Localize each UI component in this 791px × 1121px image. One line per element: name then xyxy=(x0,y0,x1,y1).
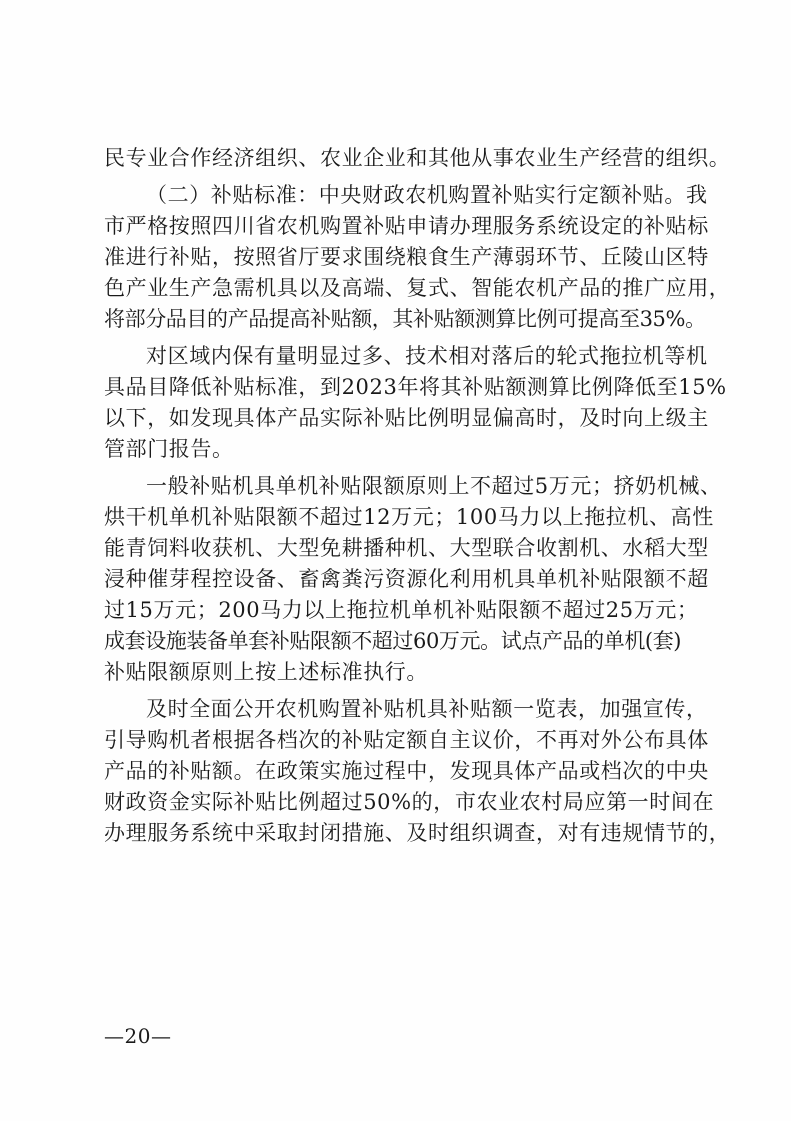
text-line: 产品的补贴额。在政策实施过程中，发现具体产品或档次的中央 xyxy=(104,759,709,783)
text-line: 将部分品目的产品提高补贴额，其补贴额测算比例可提高至35%。 xyxy=(104,307,706,331)
paragraph xyxy=(104,471,722,688)
text-line: 能青饲料收获机、大型免耕播种机、大型联合收割机、水稻大型 xyxy=(104,536,709,560)
paragraph xyxy=(104,180,731,335)
body-text xyxy=(104,143,731,849)
text-line: 具品目降低补贴标准，到2023年将其补贴额测算比例降低至15% xyxy=(104,375,727,399)
text-line: 财政资金实际补贴比例超过50%的，市农业农村局应第一时间在 xyxy=(104,790,715,814)
text-line: 市严格按照四川省农机购置补贴申请办理服务系统设定的补贴标 xyxy=(104,214,709,238)
page-number: —20— xyxy=(104,1024,172,1048)
text-line: 及时全面公开农机购置补贴机具补贴额一览表，加强宣传， xyxy=(146,697,708,721)
paragraph xyxy=(104,341,727,465)
text-line: 成套设施装备单套补贴限额不超过60万元。试点产品的单机(套) xyxy=(104,629,682,653)
text-line: 准进行补贴，按照省厅要求围绕粮食生产薄弱环节、丘陵山区特 xyxy=(104,245,709,269)
text-line: 一般补贴机具单机补贴限额原则上不超过5万元；挤奶机械、 xyxy=(146,474,722,498)
paragraph xyxy=(104,694,731,849)
paragraph xyxy=(104,143,731,174)
text-line: 烘干机单机补贴限额不超过12万元；100马力以上拖拉机、高性 xyxy=(104,505,714,529)
text-line: 引导购机者根据各档次的补贴定额自主议价，不再对外公布具体 xyxy=(104,728,709,752)
text-line: 补贴限额原则上按上述标准执行。 xyxy=(104,660,428,684)
text-line: 管部门报告。 xyxy=(104,437,234,461)
text-line: 过15万元；200马力以上拖拉机单机补贴限额不超过25万元； xyxy=(104,598,699,622)
text-line: 以下，如发现具体产品实际补贴比例明显偏高时，及时向上级主 xyxy=(104,406,709,430)
text-line: （二）补贴标准：中央财政农机购置补贴实行定额补贴。我 xyxy=(146,183,708,207)
text-line: 办理服务系统中采取封闭措施、及时组织调查，对有违规情节的， xyxy=(104,821,731,845)
text-line: 民专业合作经济组织、农业企业和其他从事农业生产经营的组织。 xyxy=(104,146,731,170)
text-line: 色产业生产急需机具以及高端、复式、智能农机产品的推广应用， xyxy=(104,276,731,300)
text-line: 对区域内保有量明显过多、技术相对落后的轮式拖拉机等机 xyxy=(146,344,708,368)
text-line: 浸种催芽程控设备、畜禽粪污资源化利用机具单机补贴限额不超 xyxy=(104,567,709,591)
